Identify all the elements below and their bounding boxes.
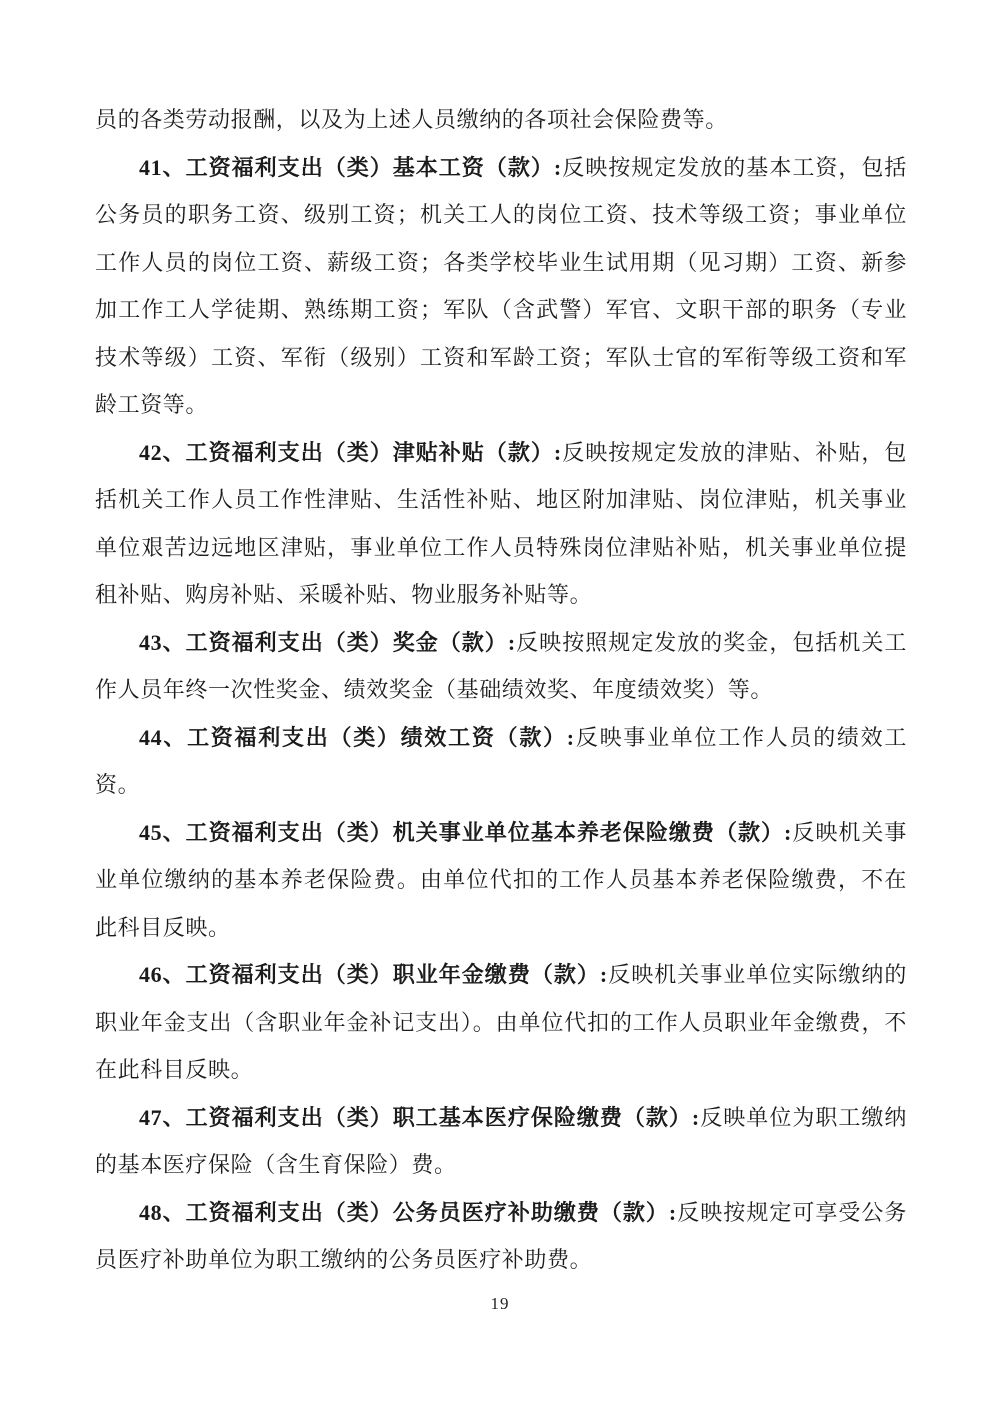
item-41-heading: 41、工资福利支出（类）基本工资（款）:	[139, 154, 562, 180]
item-48-text: 反映按规定可享受公务员医疗补助单位为职工缴纳的公务员医疗补助费。	[95, 1199, 907, 1272]
item-47-heading: 47、工资福利支出（类）职工基本医疗保险缴费（款）:	[139, 1104, 700, 1130]
item-42-heading: 42、工资福利支出（类）津贴补贴（款）:	[139, 439, 562, 465]
item-41-text: 反映按规定发放的基本工资，包括公务员的职务工资、级别工资；机关工人的岗位工资、技术等级工资；事业单位工作人员的岗位工资、薪级工资；各类学校毕业生试用期（见习期）工资、新参加工作工人学徒期、熟练期工资；军队（含武警）军官、文职干部的职务（专业技术等级）工资、军衔（级别）工资和军龄工资；军队士官的军衔等级工资和军龄工资等。	[95, 154, 907, 417]
paragraph-item-45	[95, 809, 907, 952]
paragraph-item-47	[95, 1094, 907, 1189]
page-number: 19	[490, 1294, 510, 1313]
item-47-text: 反映单位为职工缴纳的基本医疗保险（含生育保险）费。	[95, 1104, 907, 1177]
paragraph-item-44	[95, 714, 907, 809]
paragraph-item-41	[95, 144, 907, 429]
document-body	[95, 96, 907, 1284]
item-44-heading: 44、工资福利支出（类）绩效工资（款）:	[139, 724, 575, 750]
paragraph-item-46	[95, 951, 907, 1094]
item-43-text: 反映按照规定发放的奖金，包括机关工作人员年终一次性奖金、绩效奖金（基础绩效奖、年度绩效奖）等。	[95, 629, 907, 702]
paragraph-item-43	[95, 619, 907, 714]
item-42-text: 反映按规定发放的津贴、补贴，包括机关工作人员工作性津贴、生活性补贴、地区附加津贴、岗位津贴，机关事业单位艰苦边远地区津贴，事业单位工作人员特殊岗位津贴补贴，机关事业单位提租补贴、购房补贴、采暖补贴、物业服务补贴等。	[95, 439, 907, 607]
paragraph-item-48	[95, 1189, 907, 1284]
item-46-heading: 46、工资福利支出（类）职业年金缴费（款）:	[139, 962, 608, 987]
item-45-text: 反映机关事业单位缴纳的基本养老保险费。由单位代扣的工作人员基本养老保险缴费，不在此科目反映。	[95, 819, 907, 940]
item-43-heading: 43、工资福利支出（类）奖金（款）:	[139, 629, 516, 655]
item-45-heading: 45、工资福利支出（类）机关事业单位基本养老保险缴费（款）:	[139, 819, 792, 845]
item-46-text: 反映机关事业单位实际缴纳的职业年金支出（含职业年金补记支出）。由单位代扣的工作人员职业年金缴费，不在此科目反映。	[95, 962, 907, 1082]
item-48-heading: 48、工资福利支出（类）公务员医疗补助缴费（款）:	[139, 1199, 677, 1225]
paragraph-continuation	[95, 96, 907, 144]
paragraph-item-42	[95, 429, 907, 619]
paragraph-continuation-text: 员的各类劳动报酬，以及为上述人员缴纳的各项社会保险费等。	[95, 107, 728, 132]
item-44-text: 反映事业单位工作人员的绩效工资。	[95, 724, 908, 797]
